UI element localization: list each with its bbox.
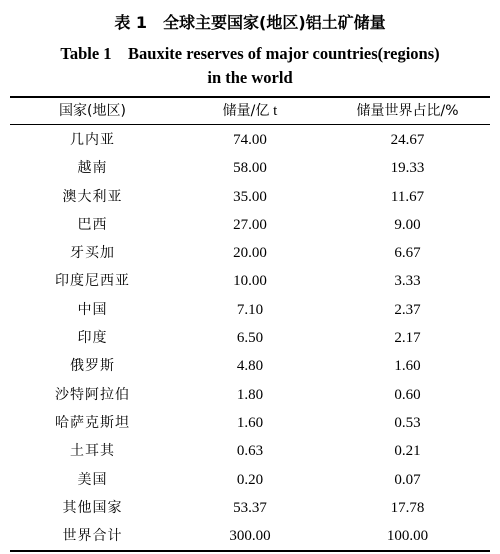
country-cell: 印度尼西亚 — [55, 273, 130, 290]
table-row — [10, 467, 490, 495]
share-cell: 11.67 — [390, 188, 425, 205]
country-cell: 越南 — [77, 160, 108, 177]
table-row — [10, 382, 490, 410]
table-row — [10, 268, 490, 296]
table-row — [10, 127, 490, 155]
reserve-cell: 0.20 — [236, 471, 264, 488]
share-cell: 0.60 — [394, 386, 421, 403]
table-row — [10, 297, 490, 325]
country-cell: 印度 — [77, 330, 108, 347]
country-cell: 几内亚 — [70, 132, 115, 148]
table-header-rule — [10, 124, 490, 125]
table-row — [10, 438, 490, 466]
table-title-english-continued: in the world — [207, 68, 293, 87]
share-cell: 100.00 — [386, 528, 429, 545]
share-cell: 0.53 — [394, 414, 421, 431]
table-row — [10, 155, 490, 183]
reserve-cell: 4.80 — [236, 358, 264, 375]
reserve-cell: 35.00 — [233, 188, 267, 205]
reserve-cell: 27.00 — [233, 216, 267, 233]
table-body — [10, 127, 490, 551]
header-reserve-unit: t — [269, 103, 278, 119]
table-row — [10, 240, 490, 268]
country-cell: 巴西 — [77, 216, 108, 233]
country-cell: 美国 — [77, 471, 108, 488]
reserve-cell: 1.60 — [236, 414, 264, 431]
share-cell: 2.37 — [394, 301, 421, 318]
country-cell: 世界合计 — [62, 528, 123, 545]
country-cell: 牙买加 — [70, 245, 115, 262]
country-cell: 俄罗斯 — [70, 358, 115, 375]
reserve-cell: 7.10 — [236, 301, 264, 318]
table-row — [10, 212, 490, 240]
reserve-cell: 20.00 — [233, 245, 267, 262]
share-cell: 3.33 — [394, 273, 421, 290]
country-cell: 沙特阿拉伯 — [55, 386, 130, 403]
share-cell: 6.67 — [394, 245, 421, 262]
header-reserve-label: 储量/亿 — [222, 103, 270, 119]
table-title-chinese: 表 1 全球主要国家(地区)铝土矿储量 — [114, 13, 386, 32]
share-cell: 2.17 — [394, 330, 421, 347]
reserve-cell: 53.37 — [233, 499, 267, 516]
table-row — [10, 325, 490, 353]
reserve-cell: 300.00 — [229, 528, 271, 545]
share-cell: 19.33 — [390, 160, 425, 177]
table-row — [10, 495, 490, 523]
reserve-cell: 74.00 — [233, 132, 267, 148]
share-cell: 17.78 — [390, 499, 425, 516]
country-cell: 其他国家 — [62, 499, 123, 516]
share-cell: 0.21 — [394, 443, 421, 460]
reserve-cell: 1.80 — [236, 386, 264, 403]
reserve-cell: 6.50 — [236, 330, 264, 347]
header-reserve — [175, 98, 325, 124]
header-country: 国家(地区) — [59, 103, 126, 119]
share-cell: 0.07 — [394, 471, 421, 488]
table-row — [10, 184, 490, 212]
share-cell: 9.00 — [394, 216, 421, 233]
header-share: 储量世界占比/% — [356, 103, 459, 119]
reserve-cell: 58.00 — [233, 160, 267, 177]
table-header-row — [10, 98, 490, 124]
country-cell: 澳大利亚 — [62, 188, 123, 205]
share-cell: 24.67 — [390, 132, 425, 148]
country-cell: 土耳其 — [70, 443, 115, 460]
table-row — [10, 353, 490, 381]
reserve-cell: 0.63 — [236, 443, 264, 460]
share-cell: 1.60 — [394, 358, 421, 375]
table-row — [10, 523, 490, 551]
table-bottom-rule — [10, 550, 490, 552]
country-cell: 哈萨克斯坦 — [55, 414, 130, 431]
table-row — [10, 410, 490, 438]
table-title-english: Table 1 Bauxite reserves of major countries(regions) — [60, 44, 440, 63]
country-cell: 中国 — [77, 301, 108, 318]
reserve-cell: 10.00 — [233, 273, 267, 290]
